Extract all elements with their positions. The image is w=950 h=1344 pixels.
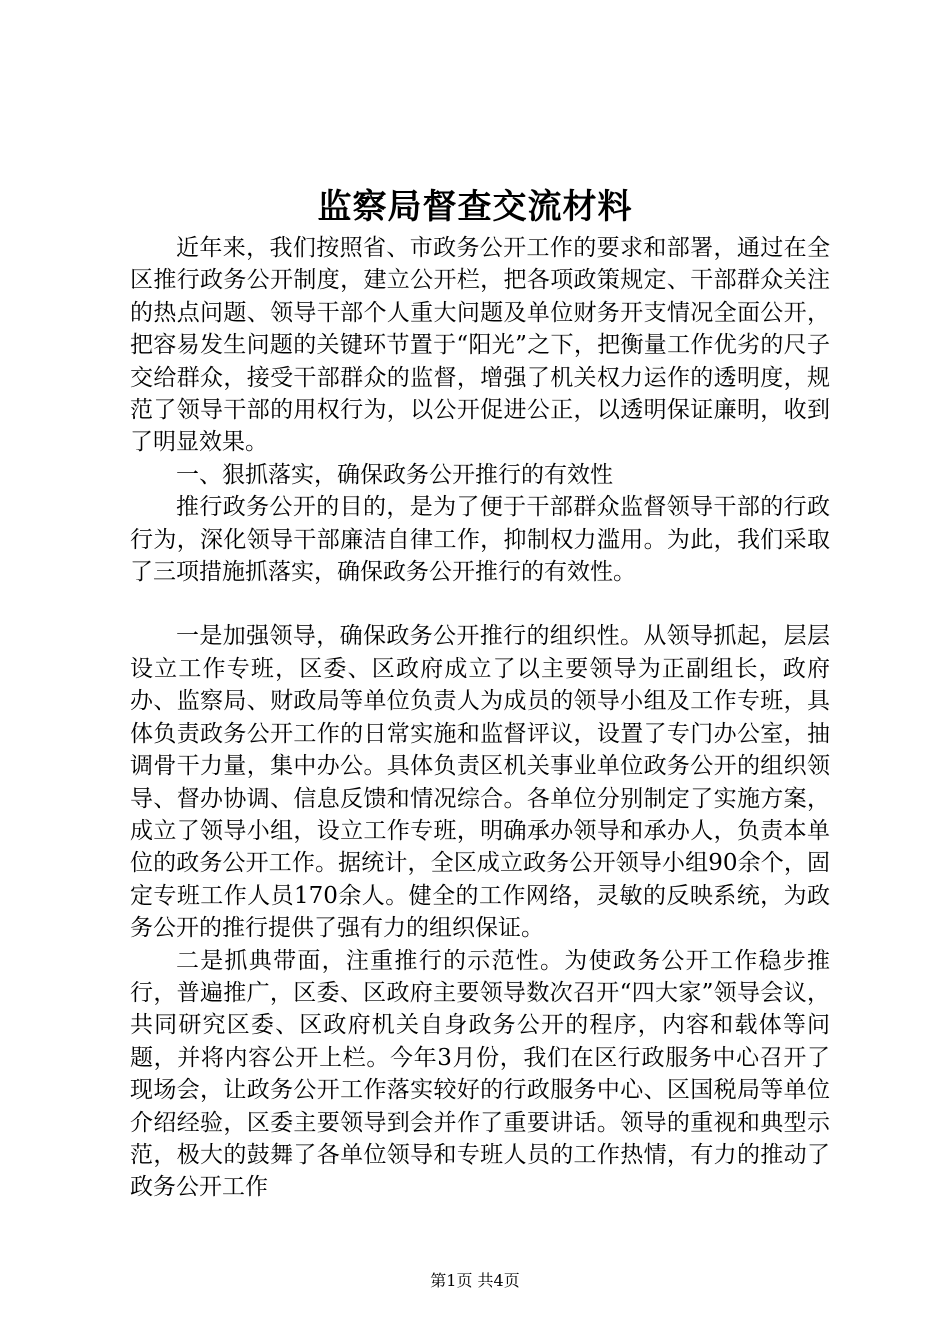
paragraph-intro: 近年来，我们按照省、市政务公开工作的要求和部署，通过在全区推行政务公开制度，建立公开栏，把各项政策规定、干部群众关注的热点问题、领导干部个人重大问题及单位财务开支情况全面公开，把容易发生问题的关键环节置于“阳光”之下，把衡量工作优劣的尺子交给群众，接受干部群众的监督，增强了机关权力运作的透明度，规范了领导干部的用权行为，以公开促进公正，以透明保证廉明，收到了明显效果。 <box>130 235 830 456</box>
document-title: 监察局督查交流材料 <box>317 187 633 227</box>
paragraph-purpose: 推行政务公开的目的，是为了便于干部群众监督领导干部的行政行为，深化领导干部廉洁自律工作，抑制权力滥用。为此，我们采取了三项措施抓落实，确保政务公开推行的有效性。 <box>130 494 830 586</box>
paragraph-leadership: 一是加强领导，确保政务公开推行的组织性。从领导抓起，层层设立工作专班，区委、区政府成立了以主要领导为正副组长，政府办、监察局、财政局等单位负责人为成员的领导小组及工作专班，具体负责政务公开工作的日常实施和监督评议，设置了专门办公室，抽调骨干力量，集中办公。具体负责区机关事业单位政务公开的组织领导、督办协调、信息反馈和情况综合。各单位分别制定了实施方案，成立了领导小组，设立工作专班，明确承办领导和承办人，负责本单位的政务公开工作。据统计，全区成立政务公开领导小组90余个，固定专班工作人员170余人。健全的工作网络，灵敏的反映系统，为政务公开的推行提供了强有力的组织保证。 <box>130 623 830 942</box>
paragraph-demonstration: 二是抓典带面，注重推行的示范性。为使政务公开工作稳步推行，普遍推广，区委、区政府主要领导数次召开“四大家”领导会议，共同研究区委、区政府机关自身政务公开的程序，内容和载体等问题，并将内容公开上栏。今年3月份，我们在区行政服务中心召开了现场会，让政务公开工作落实较好的行政服务中心、区国税局等单位介绍经验，区委主要领导到会并作了重要讲话。领导的重视和典型示范，极大的鼓舞了各单位领导和专班人员的工作热情，有力的推动了政务公开工作 <box>130 947 830 1201</box>
document-body <box>130 232 830 1204</box>
page-footer: 第1页 共4页 <box>430 1271 520 1290</box>
section-heading: 一、狠抓落实，确保政务公开推行的有效性 <box>176 461 613 488</box>
